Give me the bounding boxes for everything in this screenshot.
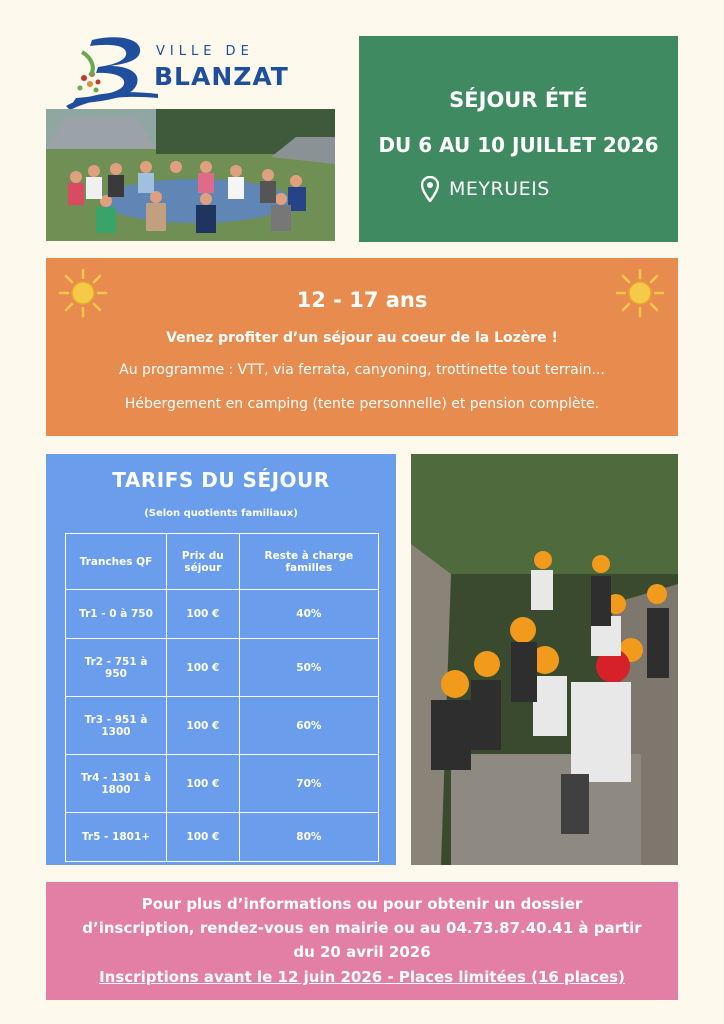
tarifs-subtitle: (Selon quotients familiaux) [144, 508, 298, 519]
header-prix: Prix du séjour [167, 534, 240, 590]
prix-cell: 100 € [167, 755, 240, 813]
tranche-cell: Tr1 - 0 à 750 [66, 590, 167, 639]
intro-panel [46, 258, 678, 436]
stay-header-panel [359, 36, 678, 242]
prix-cell: 100 € [167, 697, 240, 755]
reste-cell: 60% [239, 697, 378, 755]
prix-cell: 100 € [167, 590, 240, 639]
logo-ville-de-text: VILLE DE [156, 44, 254, 59]
info-line-3: du 20 avril 2026 [293, 943, 431, 961]
reste-cell: 40% [239, 590, 378, 639]
info-line-1: Pour plus d’informations ou pour obtenir un dossier [141, 895, 583, 913]
reste-cell: 80% [239, 813, 378, 862]
tarifs-table [65, 533, 379, 862]
tarifs-title: TARIFS DU SÉJOUR [112, 468, 330, 492]
logo-b-mark [62, 32, 162, 110]
table-row [66, 755, 379, 813]
map-pin-icon [421, 176, 439, 202]
reste-cell: 70% [239, 755, 378, 813]
prix-cell: 100 € [167, 639, 240, 697]
table-row [66, 639, 379, 697]
table-header-row [66, 534, 379, 590]
table-row [66, 697, 379, 755]
climbing-group-photo [411, 454, 678, 865]
tranche-cell: Tr4 - 1301 à 1800 [66, 755, 167, 813]
stay-dates: DU 6 AU 10 JUILLET 2026 [378, 133, 659, 157]
table-row [66, 590, 379, 639]
prix-cell: 100 € [167, 813, 240, 862]
camping-group-photo [46, 109, 335, 241]
tranche-cell: Tr2 - 751 à 950 [66, 639, 167, 697]
stay-location [421, 174, 550, 204]
intro-headline: Venez profiter d’un séjour au coeur de la Lozère ! [166, 330, 558, 346]
registration-deadline: Inscriptions avant le 12 juin 2026 - Places limitées (16 places) [99, 968, 625, 986]
location-name: MEYRUEIS [449, 178, 550, 200]
stay-title: SÉJOUR ÉTÉ [449, 88, 588, 112]
logo-blanzat-text: BLANZAT [154, 62, 289, 91]
tranche-cell: Tr3 - 951 à 1300 [66, 697, 167, 755]
age-range: 12 - 17 ans [296, 288, 428, 312]
intro-lodging: Hébergement en camping (tente personnelle) et pension complète. [124, 396, 600, 412]
tarifs-panel [46, 454, 396, 865]
reste-cell: 50% [239, 639, 378, 697]
header-reste: Reste à charge familles [239, 534, 378, 590]
ville-de-blanzat-logo [62, 32, 312, 110]
table-row [66, 813, 379, 862]
info-line-2: d’inscription, rendez-vous en mairie ou au 04.73.87.40.41 à partir [82, 919, 642, 937]
header-tranche: Tranches QF [66, 534, 167, 590]
info-panel [46, 882, 678, 1000]
intro-program: Au programme : VTT, via ferrata, canyoning, trottinette tout terrain... [119, 362, 605, 378]
tranche-cell: Tr5 - 1801+ [66, 813, 167, 862]
